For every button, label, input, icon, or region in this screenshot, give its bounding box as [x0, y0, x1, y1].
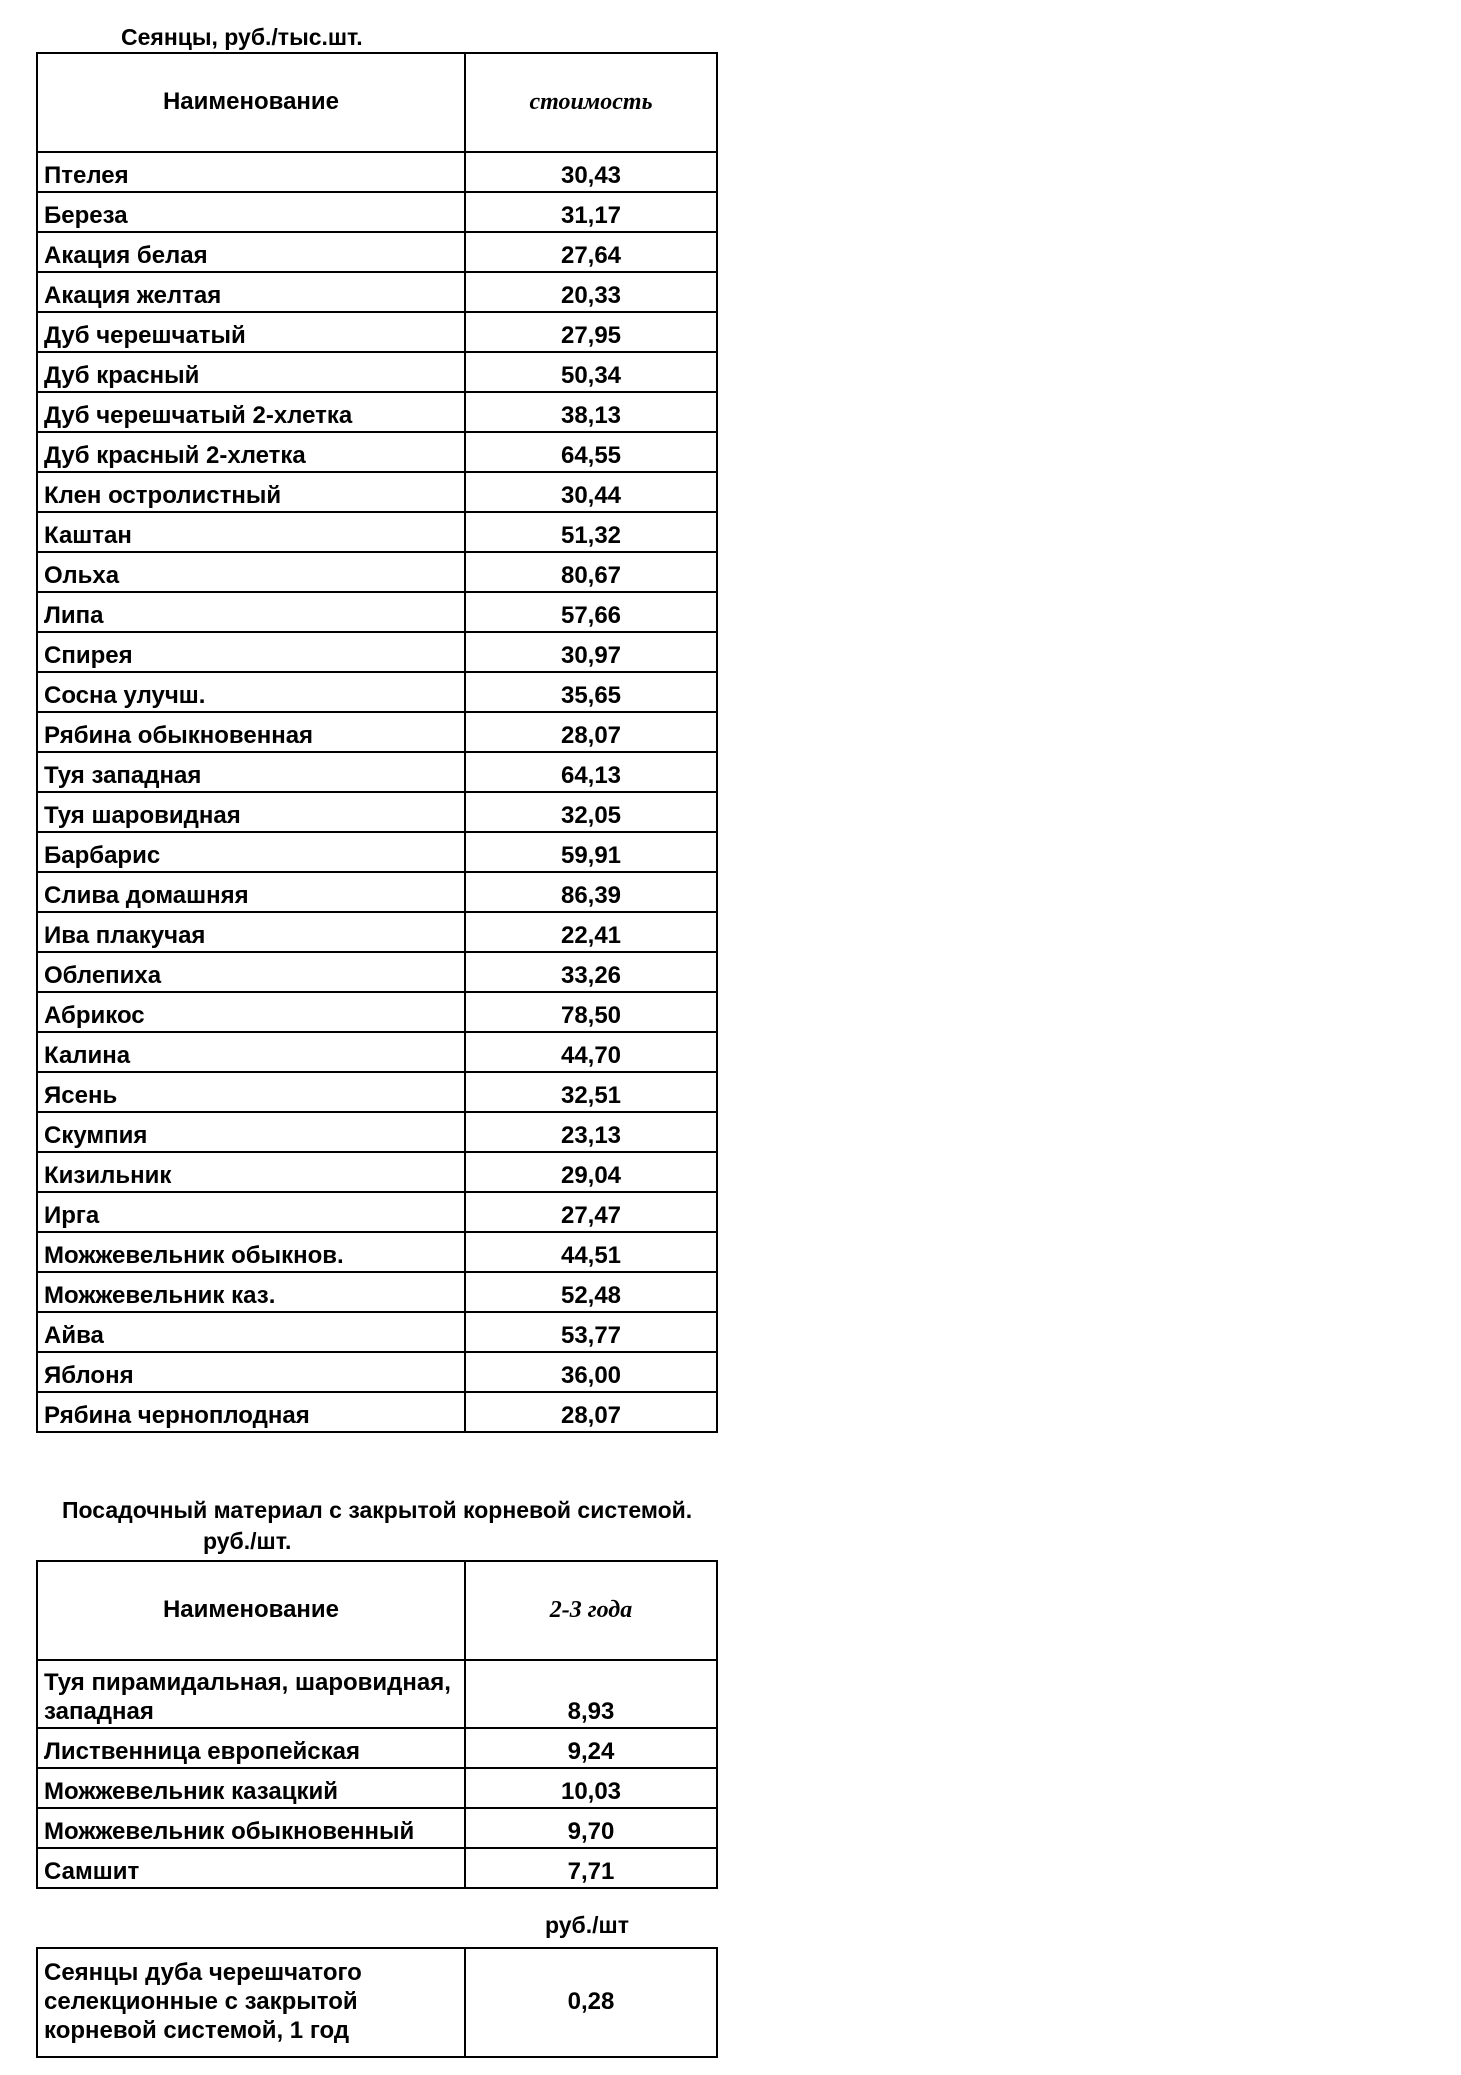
table-row: [37, 792, 717, 832]
item-name: Дуб красный: [37, 352, 465, 392]
item-price: 20,33: [465, 272, 717, 312]
item-name: Дуб красный 2-хлетка: [37, 432, 465, 472]
table-row: [37, 472, 717, 512]
item-price: 0,28: [465, 1948, 717, 2057]
item-name: Каштан: [37, 512, 465, 552]
item-price: 80,67: [465, 552, 717, 592]
column-header-name: Наименование: [37, 53, 465, 152]
item-price: 44,51: [465, 1232, 717, 1272]
item-price: 36,00: [465, 1352, 717, 1392]
table-row: [37, 1352, 717, 1392]
column-header-name: Наименование: [37, 1561, 465, 1660]
table-row: [37, 192, 717, 232]
item-name: Лиственница европейская: [37, 1728, 465, 1768]
table-row: [37, 1272, 717, 1312]
oak-seedlings-price-table: [36, 1947, 718, 2058]
item-price: 29,04: [465, 1152, 717, 1192]
item-price: 78,50: [465, 992, 717, 1032]
table-row: [37, 1232, 717, 1272]
table-row: [37, 512, 717, 552]
table-row: [37, 1072, 717, 1112]
item-price: 31,17: [465, 192, 717, 232]
item-price: 86,39: [465, 872, 717, 912]
item-price: 22,41: [465, 912, 717, 952]
table-row: [37, 1312, 717, 1352]
oak-seedlings-unit: руб./шт: [545, 1912, 629, 1938]
table-row: [37, 312, 717, 352]
table-row: [37, 352, 717, 392]
item-name: Яблоня: [37, 1352, 465, 1392]
table-row: [37, 1848, 717, 1888]
table-header-row: [37, 53, 717, 152]
item-name: Слива домашняя: [37, 872, 465, 912]
table-row: [37, 152, 717, 192]
item-name: Можжевельник каз.: [37, 1272, 465, 1312]
table-row: [37, 872, 717, 912]
table-row: [37, 912, 717, 952]
item-name: Ирга: [37, 1192, 465, 1232]
item-name: Клен остролистный: [37, 472, 465, 512]
item-name: Кизильник: [37, 1152, 465, 1192]
item-name: Сосна улучш.: [37, 672, 465, 712]
item-name: Ясень: [37, 1072, 465, 1112]
item-price: 30,44: [465, 472, 717, 512]
item-price: 30,97: [465, 632, 717, 672]
table-row: [37, 1152, 717, 1192]
item-name: Липа: [37, 592, 465, 632]
table-row: [37, 1948, 717, 2057]
item-name: Сеянцы дуба черешчатого селекционные с закрытой корневой системой, 1 год: [37, 1948, 465, 2057]
item-price: 9,70: [465, 1808, 717, 1848]
table-header-row: [37, 1561, 717, 1660]
item-price: 38,13: [465, 392, 717, 432]
item-price: 64,13: [465, 752, 717, 792]
item-price: 57,66: [465, 592, 717, 632]
table-row: [37, 992, 717, 1032]
container-stock-title: Посадочный материал с закрытой корневой системой.: [62, 1497, 693, 1523]
table-row: [37, 1660, 717, 1728]
item-price: 23,13: [465, 1112, 717, 1152]
item-price: 51,32: [465, 512, 717, 552]
item-price: 28,07: [465, 712, 717, 752]
item-price: 64,55: [465, 432, 717, 472]
table-row: [37, 1112, 717, 1152]
item-price: 28,07: [465, 1392, 717, 1432]
container-stock-unit: руб./шт.: [203, 1528, 292, 1554]
item-price: 33,26: [465, 952, 717, 992]
item-name: Акация желтая: [37, 272, 465, 312]
table-row: [37, 632, 717, 672]
item-name: Калина: [37, 1032, 465, 1072]
item-name: Акация белая: [37, 232, 465, 272]
item-name: Самшит: [37, 1848, 465, 1888]
table-row: [37, 272, 717, 312]
item-name: Туя шаровидная: [37, 792, 465, 832]
table-row: [37, 1808, 717, 1848]
item-name: Ива плакучая: [37, 912, 465, 952]
table-row: [37, 1392, 717, 1432]
column-header-age: 2-3 года: [465, 1561, 717, 1660]
table-row: [37, 832, 717, 872]
item-price: 52,48: [465, 1272, 717, 1312]
seedlings-price-table: [36, 52, 718, 1433]
item-name: Рябина черноплодная: [37, 1392, 465, 1432]
item-price: 32,51: [465, 1072, 717, 1112]
table-row: [37, 752, 717, 792]
item-price: 8,93: [465, 1660, 717, 1728]
item-name: Барбарис: [37, 832, 465, 872]
item-name: Можжевельник обыкновенный: [37, 1808, 465, 1848]
item-price: 10,03: [465, 1768, 717, 1808]
item-price: 27,64: [465, 232, 717, 272]
item-name: Туя западная: [37, 752, 465, 792]
table-row: [37, 592, 717, 632]
item-name: Абрикос: [37, 992, 465, 1032]
item-name: Дуб черешчатый 2-хлетка: [37, 392, 465, 432]
table-row: [37, 392, 717, 432]
item-name: Можжевельник казацкий: [37, 1768, 465, 1808]
item-name: Айва: [37, 1312, 465, 1352]
table-row: [37, 1192, 717, 1232]
table-row: [37, 712, 717, 752]
container-stock-price-table: [36, 1560, 718, 1889]
item-price: 50,34: [465, 352, 717, 392]
table-row: [37, 1768, 717, 1808]
item-price: 53,77: [465, 1312, 717, 1352]
table-row: [37, 552, 717, 592]
item-price: 30,43: [465, 152, 717, 192]
item-price: 7,71: [465, 1848, 717, 1888]
item-price: 9,24: [465, 1728, 717, 1768]
item-name: Птелея: [37, 152, 465, 192]
item-price: 27,95: [465, 312, 717, 352]
item-name: Спирея: [37, 632, 465, 672]
item-price: 32,05: [465, 792, 717, 832]
table-row: [37, 232, 717, 272]
item-name: Дуб черешчатый: [37, 312, 465, 352]
table-row: [37, 1032, 717, 1072]
item-name: Можжевельник обыкнов.: [37, 1232, 465, 1272]
item-price: 35,65: [465, 672, 717, 712]
item-price: 44,70: [465, 1032, 717, 1072]
item-name: Скумпия: [37, 1112, 465, 1152]
table-row: [37, 672, 717, 712]
item-name: Облепиха: [37, 952, 465, 992]
column-header-cost: стоимость: [465, 53, 717, 152]
item-price: 27,47: [465, 1192, 717, 1232]
seedlings-title: Сеянцы, руб./тыс.шт.: [121, 24, 363, 50]
item-name: Береза: [37, 192, 465, 232]
table-row: [37, 432, 717, 472]
item-name: Туя пирамидальная, шаровидная, западная: [37, 1660, 465, 1728]
item-name: Рябина обыкновенная: [37, 712, 465, 752]
table-row: [37, 952, 717, 992]
item-price: 59,91: [465, 832, 717, 872]
table-row: [37, 1728, 717, 1768]
item-name: Ольха: [37, 552, 465, 592]
